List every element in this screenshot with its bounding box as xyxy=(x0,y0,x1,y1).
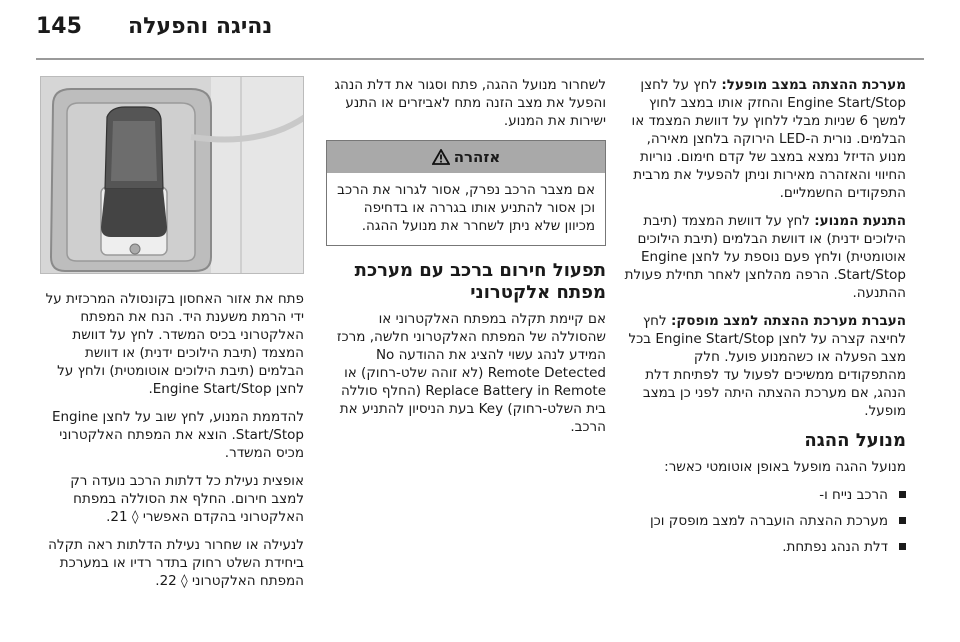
steering-lock-heading: מנועל ההגה xyxy=(804,430,906,451)
engine-stop-paragraph: להדממת המנוע, לחץ שוב על לחצן Engine Start/Stop. הוצא את המפתח האלקטרוני מכיס המשדר. xyxy=(51,409,304,461)
ignition-on-heading: מערכת ההצתה במצב מופעל: xyxy=(721,77,906,93)
engine-start-text: לחץ על דוושת המצמד (תיבת הילוכים ידנית) או דוושת הבלמים (תיבת הילוכים אוטומטית) ולחץ פעם נוספת על לחצן Engine Start/Stop. הרפה מהלחצן לאחר תחילת פעולת ההתנעה. xyxy=(624,213,906,301)
warning-triangle-icon xyxy=(432,149,450,165)
engine-start-paragraph xyxy=(624,212,906,302)
ignition-off-paragraph xyxy=(624,312,906,420)
page-number: 145 xyxy=(36,14,82,39)
header-rule xyxy=(36,58,924,60)
list-item: הרכב נייח ו- xyxy=(624,486,906,504)
emergency-operation-heading: תפעול חירום ברכב עם מערכת מפתח אלקטרוני xyxy=(354,260,606,303)
steering-lock-intro: מנועל ההגה מופעל באופן אוטומטי כאשר: xyxy=(664,459,906,475)
bullet-square-icon xyxy=(899,491,906,498)
transmitter-pocket-paragraph: פתח את אזור האחסון בקונסולה המרכזית על ידי הרמת משענת היד. הנח את המפתח האלקטרוני בכיס המשדר. לחץ על דוושת המצמד (תיבת הילוכים ידנית) או דוושת הבלמים (תיבת הילוכים אוטומטית) ולחץ על לחצן Engine Start/Stop. xyxy=(45,291,304,397)
right-column xyxy=(624,76,906,564)
list-item: מערכת ההצתה הועברה למצב מופסק וכן xyxy=(624,512,906,530)
ignition-off-text: לחץ לחיצה קצרה על לחצן Engine Start/Stop בכל מצב הפעלה או כשהמנוע פועל. חלק מהתפקודים ממשיכים לפעול עד לפתיחת דלת הנהג, אם מערכת ההצתה היתה לפני כן במצב מופעל. xyxy=(628,313,906,419)
bullet-square-icon xyxy=(899,543,906,550)
page-header xyxy=(0,0,960,62)
warning-box xyxy=(326,140,606,246)
steering-unlock-paragraph: לשחרור מנועל ההגה, פתח וסגור את דלת הנהג והפעל את מצב הזנה מתח לאביזרים או התנע ישירות את המנוע. xyxy=(334,77,606,129)
keyfob-pocket-illustration xyxy=(40,76,304,274)
bullet-square-icon xyxy=(899,517,906,524)
warning-text: אם מצבר הרכב נפרק, אסור לגרור את הרכב וכן אסור להתניע אותו בגררה או בדחיפה מכיוון שלא ניתן לשחרר את מנועל ההגה. xyxy=(337,182,595,234)
chapter-title: נהיגה והפעלה xyxy=(128,14,273,39)
lock-unlock-reference-paragraph: לנעילה או שחרור נעילת הדלתות ראה תקלה ביחידת השלט רחוק בתדר רדיו או במערכת המפתח האלקטרוני ◊ 22. xyxy=(48,537,304,589)
emergency-operation-paragraph: אם קיימת תקלה במפתח האלקטרוני או שהסוללה של המפתח האלקטרוני חלשה, מרכז המידע לנהג עשוי להציג את ההודעה No Remote Detected (לא זוהה שלט-רחוק) או Replace Battery in Remote (החלף סוללה בית השלט-רחוק) Key בעת הניסיון להתניע את הרכב. xyxy=(336,311,606,435)
warning-title: אזהרה xyxy=(453,148,501,166)
ignition-on-paragraph xyxy=(624,76,906,202)
emergency-only-paragraph: אופצית נעילת כל דלתות הרכב נועדה רק למצב חירום. החלף את הסוללה במפתח האלקטרוני בהקדם האפשרי ◊ 21. xyxy=(70,473,304,525)
middle-column xyxy=(326,76,606,446)
warning-header xyxy=(327,141,605,173)
left-column-text xyxy=(40,290,304,600)
engine-start-heading: התנעת המנוע: xyxy=(814,213,906,229)
ignition-on-text: לחץ על לחצן Engine Start/Stop והחזק אותו במצב לחוץ למשך 6 שניות מבלי ללחוץ על דוושת המצמד או הבלמים. נורית ה-LED הירוקה בלחצן מאירה, מנוע הדיזל נמצא במצב של קדם חימום. נוריות החיווי והאזהרה מאירות וניתן להפעיל את מרבית התפקודים החשמליים. xyxy=(631,77,906,201)
steering-lock-conditions xyxy=(624,486,906,556)
ignition-off-heading: העברת מערכת ההצתה למצב מופסק: xyxy=(670,313,906,329)
list-item: דלת הנהג נפתחת. xyxy=(624,538,906,556)
